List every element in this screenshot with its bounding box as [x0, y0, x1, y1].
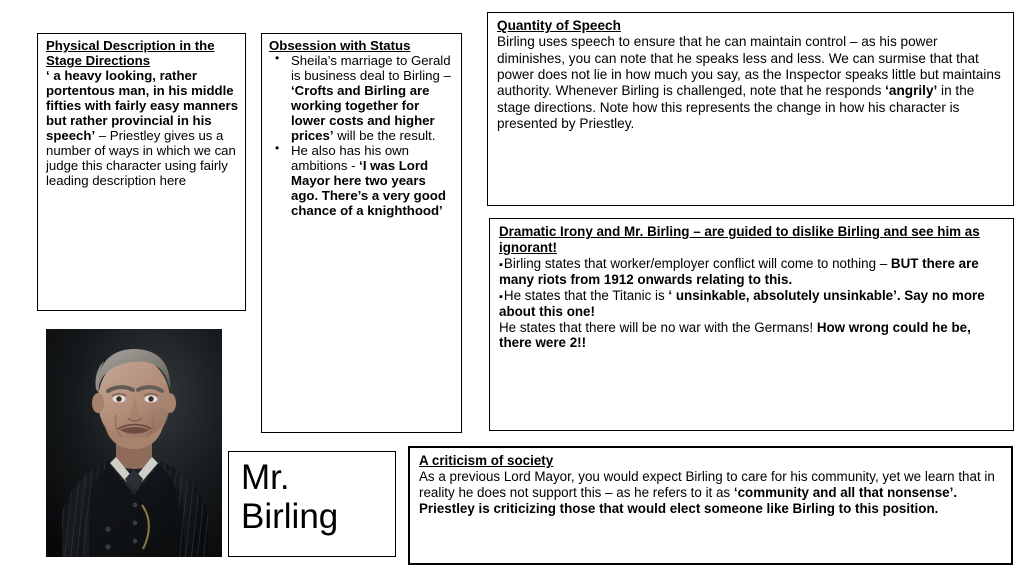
title-box-mr-birling: [228, 451, 396, 557]
physical-description-quote: ‘ a heavy looking, rather portentous man, in his middle fifties with fairly easy manners but rather provincial in his speech’: [46, 67, 239, 143]
list-item: [291, 143, 456, 218]
quantity-body-after: in the stage directions. Note how this represents the change in how his character is presented by Priestley.: [497, 83, 975, 131]
physical-description-content: [38, 34, 245, 190]
quantity-heading: Quantity of Speech: [497, 18, 621, 33]
point-lead: He states that the Titanic is: [503, 287, 669, 303]
point-lead: Birling states that worker/employer conflict will come to nothing –: [503, 255, 891, 271]
text-box-dramatic-irony: [489, 218, 1014, 431]
criticism-heading: A criticism of society: [419, 453, 554, 468]
obsession-bullet-list: [269, 53, 456, 218]
bullet-quote: ‘Crofts and Birling are working together for lower costs and higher prices’: [291, 82, 435, 143]
page-title-line2: Birling: [241, 497, 339, 537]
bullet-lead: Sheila’s marriage to Gerald is business deal to Birling –: [291, 52, 451, 83]
irony-content: [490, 219, 1013, 354]
obsession-content: [262, 34, 461, 220]
bullet-quote: ‘I was Lord Mayor here two years ago. There’s a very good chance of a knighthood’: [291, 157, 446, 218]
irony-point-1: [499, 256, 1006, 288]
quantity-body: [497, 34, 1006, 132]
list-item: [291, 53, 456, 143]
text-box-physical-description: [37, 33, 246, 311]
bullet-lead: He also has his own ambitions -: [291, 142, 410, 173]
point-emphasis: BUT there are many riots from 1912 onwards relating to this.: [499, 255, 979, 287]
obsession-heading: Obsession with Status: [269, 38, 411, 53]
physical-description-heading: Physical Description in the Stage Directions: [46, 38, 215, 68]
criticism-body-before: As a previous Lord Mayor, you would expect Birling to care for his community, yet we learn that in reality he does not support this – as he refers to it as: [419, 469, 995, 501]
point-emphasis: ‘ unsinkable, absolutely unsinkable’. Say no more about this one!: [499, 287, 985, 319]
page-title-line1: Mr.: [241, 458, 290, 497]
title-content: [229, 452, 395, 540]
text-box-obsession-with-status: [261, 33, 462, 433]
point-emphasis: How wrong could he be, there were 2!!: [499, 319, 971, 351]
physical-description-body: [46, 68, 239, 188]
quantity-body-before: Birling uses speech to ensure that he can maintain control – as his power diminishes, you can note that he speaks less and less. We can surmise that that power does not lie in how much you say, as the Inspector speaks little but maintains authority. Whenever Birling is challenged, note that he responds: [497, 34, 1001, 99]
point-lead: He states that there will be no war with the Germans!: [499, 319, 817, 335]
text-box-quantity-of-speech: [487, 12, 1014, 206]
criticism-body: [419, 469, 1004, 517]
text-box-criticism-of-society: [408, 446, 1013, 565]
bullet-tail: will be the result.: [333, 127, 436, 143]
criticism-emphasis: ‘community and all that nonsense’. Priestley is criticizing those that would elect someone like Birling to this position.: [419, 485, 958, 517]
physical-description-commentary: – Priestley gives us a number of ways in which we can judge this character using fairly leading description here: [46, 127, 236, 188]
quantity-content: [488, 13, 1013, 135]
portrait-photo: [46, 329, 222, 557]
irony-point-3: [499, 320, 1006, 352]
criticism-content: [410, 448, 1011, 520]
quantity-emphasis: ‘angrily’: [885, 83, 938, 99]
irony-heading: Dramatic Irony and Mr. Birling – are guided to dislike Birling and see him as ignorant!: [499, 224, 980, 255]
irony-point-2: [499, 288, 1006, 320]
